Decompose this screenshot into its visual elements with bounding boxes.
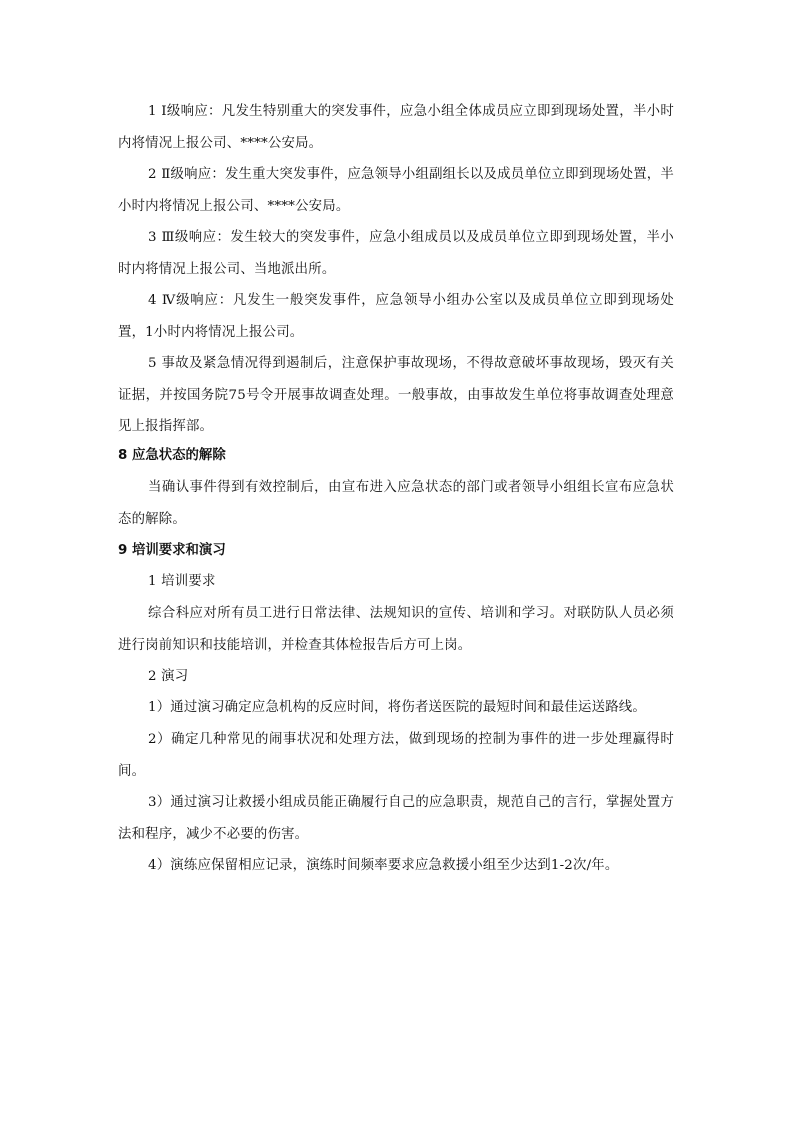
- list-item-drill-3: 3）通过演习让救援小组成员能正确履行自己的应急职责，规范自己的言行，掌握处置方法和程序，减少不必要的伤害。: [118, 795, 674, 842]
- section-heading-emergency-release: 8 应急状态的解除: [118, 448, 226, 463]
- subheading-drill: 2 演习: [148, 669, 189, 684]
- list-item-drill-1: 1）通过演习确定应急机构的反应时间，将伤者送医院的最短时间和最佳运送路线。: [148, 700, 646, 715]
- paragraph-level1-response: 1 Ⅰ级响应：凡发生特别重大的突发事件，应急小组全体成员应立即到现场处置，半小时内将情况上报公司、****公安局。: [118, 104, 674, 151]
- paragraph-training-requirements: 综合科应对所有员工进行日常法律、法规知识的宣传、培训和学习。对联防队人员必须进行岗前知识和技能培训，并检查其体检报告后方可上岗。: [118, 606, 674, 653]
- paragraph-emergency-release: 当确认事件得到有效控制后，由宣布进入应急状态的部门或者领导小组组长宣布应急状态的解除。: [118, 480, 674, 527]
- paragraph-level2-response: 2 Ⅱ级响应：发生重大突发事件，应急领导小组副组长以及成员单位立即到现场处置，半小时内将情况上报公司、****公安局。: [118, 167, 674, 214]
- list-item-drill-2: 2）确定几种常见的闹事状况和处理方法，做到现场的控制为事件的进一步处理赢得时间。: [118, 732, 674, 779]
- paragraph-level4-response: 4 Ⅳ级响应：凡发生一般突发事件，应急领导小组办公室以及成员单位立即到现场处置，1小时内将情况上报公司。: [118, 293, 674, 340]
- paragraph-level3-response: 3 Ⅲ级响应：发生较大的突发事件，应急小组成员以及成员单位立即到现场处置，半小时内将情况上报公司、当地派出所。: [118, 230, 674, 277]
- subheading-training-requirements: 1 培训要求: [148, 574, 216, 589]
- section-heading-training-drill: 9 培训要求和演习: [118, 543, 226, 558]
- list-item-drill-4: 4）演练应保留相应记录，演练时间频率要求应急救援小组至少达到1-2次/年。: [148, 858, 619, 873]
- paragraph-accident-handling: 5 事故及紧急情况得到遏制后，注意保护事故现场，不得故意破坏事故现场，毁灭有关证据，并按国务院75号令开展事故调查处理。一般事故，由事故发生单位将事故调查处理意见上报指挥部。: [118, 356, 674, 434]
